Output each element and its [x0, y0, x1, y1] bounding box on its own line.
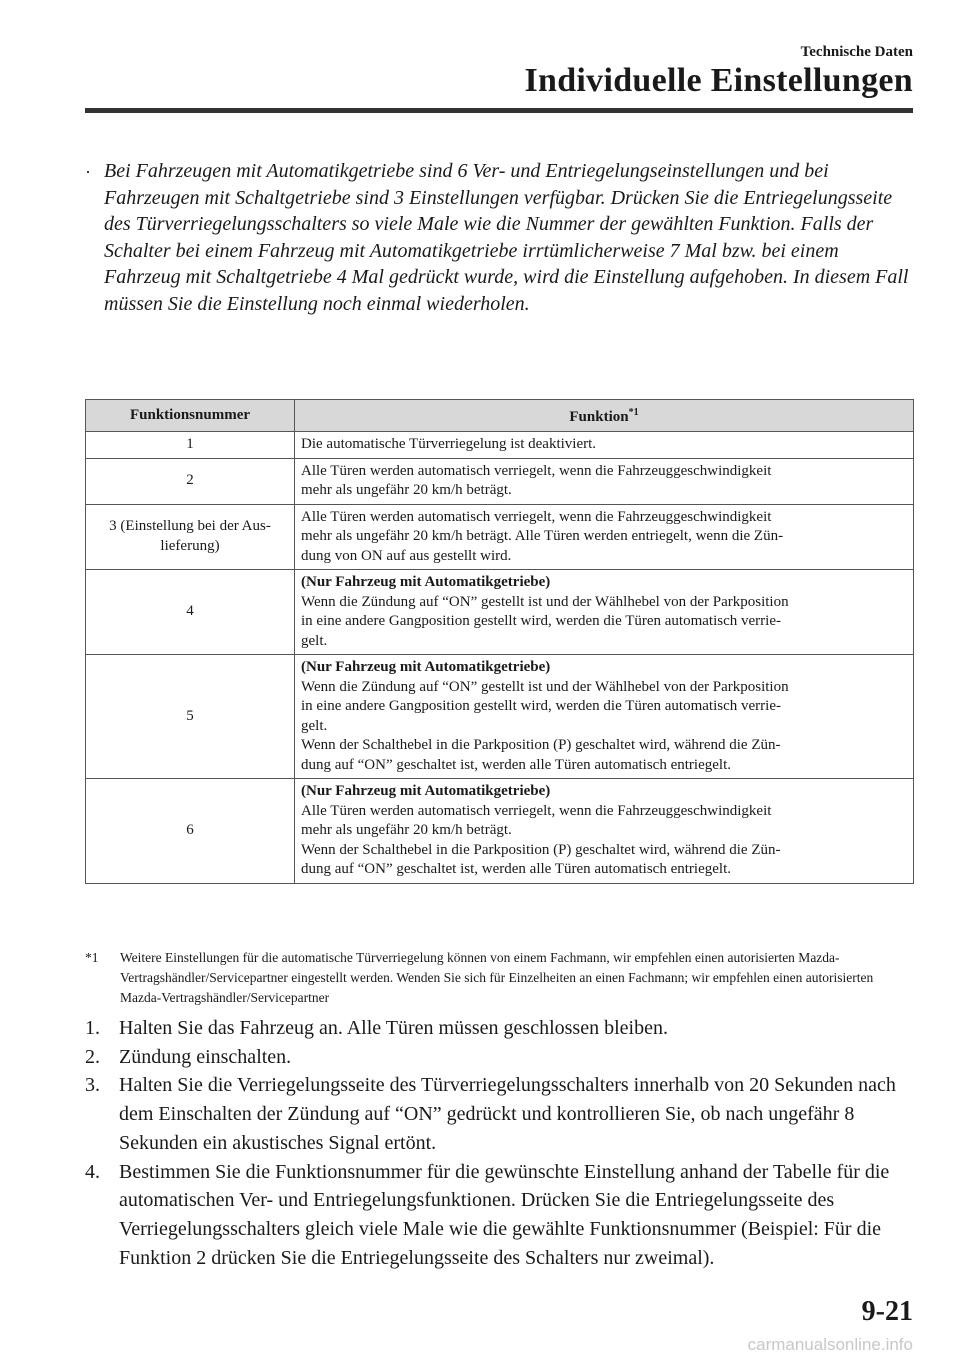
page-number: 9-21	[861, 1296, 913, 1327]
function-number-cell: 2	[86, 458, 295, 504]
step-number: 4.	[85, 1160, 100, 1183]
page-title: Individuelle Einstellungen	[524, 62, 913, 99]
function-number-cell: 5	[86, 655, 295, 779]
bullet-paragraph	[85, 158, 915, 318]
step-text: Zündung einschalten.	[119, 1045, 292, 1068]
list-item	[85, 1014, 920, 1043]
list-item	[85, 1071, 920, 1157]
function-description-cell	[295, 458, 914, 504]
function-number-cell: 4	[86, 570, 295, 655]
table-row	[86, 458, 914, 504]
header-function-number: Funktionsnummer	[86, 400, 295, 432]
watermark: carmanualsonline.info	[747, 1335, 913, 1354]
function-condition: (Nur Fahrzeug mit Automatikgetriebe)	[301, 783, 551, 799]
table-row	[86, 432, 914, 459]
function-description-cell	[295, 432, 914, 459]
header-function-label: Funktion	[569, 409, 629, 426]
step-text: Halten Sie die Verriegelungsseite des Türverriegelungsschalters innerhalb von 20 Sekunden nach dem Einschalten der Zündung auf “ON” gedrückt und kontrollieren Sie, ob nach ungefähr 8 Sekunden ein akustisches Signal ertönt.	[119, 1074, 896, 1154]
steps-list	[85, 1014, 920, 1272]
function-description-line: mehr als ungefähr 20 km/h beträgt. Alle Türen werden entriegelt, wenn die Zün-	[301, 528, 784, 544]
function-description-cell	[295, 779, 914, 884]
function-description-line: Wenn der Schalthebel in die Parkposition (P) geschaltet wird, während die Zün-	[301, 841, 781, 858]
function-description-line: mehr als ungefähr 20 km/h beträgt.	[301, 822, 512, 838]
header-function	[295, 400, 914, 432]
bullet-dot-icon: ·	[85, 162, 91, 182]
footnote	[85, 948, 915, 1008]
header-function-footnote-ref: *1	[628, 407, 639, 419]
step-text: Bestimmen Sie die Funktionsnummer für die gewünschte Einstellung anhand der Tabelle für die automatischen Ver- und Entriegelungsfunktionen. Drücken Sie die Entriegelungsseite des Verriegelungsschalters gleich viele Male wie die gewählte Funktionsnummer (Beispiel: Für die Funktion 2 drücken Sie die Entriegelungsseite des Schalters nur zweimal).	[119, 1160, 890, 1269]
section-label: Technische Daten	[800, 44, 913, 60]
function-description-line: Alle Türen werden automatisch verriegelt, wenn die Fahrzeuggeschwindigkeit	[301, 462, 772, 479]
list-item	[85, 1158, 920, 1273]
function-description-line: gelt.	[301, 632, 328, 649]
bullet-text: Bei Fahrzeugen mit Automatikgetriebe sind 6 Ver- und Entriegelungseinstellungen und bei Fahrzeugen mit Schaltgetriebe sind 3 Einstellungen verfügbar. Drücken Sie die Entriegelungsseite des Türverriegelungsschalters so viele Male wie die Nummer der gewählten Funktion. Falls der Schalter bei einem Fahrzeug mit Automatikgetriebe irrtümlicherweise 7 Mal bzw. bei einem Fahrzeug mit Schaltgetriebe 4 Mal gedrückt wurde, wird die Einstellung aufgehoben. In diesem Fall müssen Sie die Einstellung noch einmal wiederholen.	[104, 160, 909, 315]
function-number-cell: 6	[86, 779, 295, 884]
function-description-line: dung von ON auf aus gestellt wird.	[301, 547, 512, 564]
function-condition: (Nur Fahrzeug mit Automatikgetriebe)	[301, 659, 551, 675]
function-number-cell: 1	[86, 432, 295, 459]
footnote-marker: *1	[85, 950, 99, 965]
function-description-line: gelt.	[301, 717, 328, 734]
function-description-line: dung auf “ON” geschaltet ist, werden alle Türen automatisch entriegelt.	[301, 756, 731, 773]
step-number: 1.	[85, 1017, 100, 1039]
step-number: 3.	[85, 1074, 100, 1097]
function-description-cell	[295, 570, 914, 655]
function-description-cell	[295, 655, 914, 779]
function-description-line: in eine andere Gangposition gestellt wird, werden die Türen automatisch verrie-	[301, 613, 781, 629]
function-description-line: mehr als ungefähr 20 km/h beträgt.	[301, 482, 512, 498]
table-row	[86, 504, 914, 570]
footnote-text: Weitere Einstellungen für die automatische Türverriegelung können von einem Fachmann, wir empfehlen einen autorisierten Mazda-Vertragshändler/Servicepartner eingestellt werden. Wenden Sie sich für Einzelheiten an einen Fachmann; wir empfehlen einen autorisierten Mazda-Vertragshändler/Servicepartner	[120, 950, 874, 1005]
table-row	[86, 655, 914, 779]
function-description-line: Wenn die Zündung auf “ON” gestellt ist und der Wählhebel von der Parkposition	[301, 678, 789, 695]
function-description-line: Wenn der Schalthebel in die Parkposition (P) geschaltet wird, während die Zün-	[301, 737, 781, 753]
step-text: Halten Sie das Fahrzeug an. Alle Türen müssen geschlossen bleiben.	[119, 1017, 668, 1039]
step-number: 2.	[85, 1045, 100, 1068]
function-description-cell	[295, 504, 914, 570]
table-body	[86, 432, 914, 884]
function-condition: (Nur Fahrzeug mit Automatikgetriebe)	[301, 574, 551, 590]
list-item	[85, 1043, 920, 1072]
function-description-line: Alle Türen werden automatisch verriegelt, wenn die Fahrzeuggeschwindigkeit	[301, 802, 772, 819]
function-description-line: dung auf “ON” geschaltet ist, werden alle Türen automatisch entriegelt.	[301, 861, 731, 877]
header-rule	[85, 108, 913, 113]
function-number-cell: 3 (Einstellung bei der Aus-lieferung)	[86, 504, 295, 570]
table-row	[86, 779, 914, 884]
function-description-line: in eine andere Gangposition gestellt wird, werden die Türen automatisch verrie-	[301, 698, 781, 714]
function-description-line: Alle Türen werden automatisch verriegelt, wenn die Fahrzeuggeschwindigkeit	[301, 508, 772, 525]
table-row	[86, 570, 914, 655]
function-table	[85, 399, 914, 884]
function-description-line: Die automatische Türverriegelung ist deaktiviert.	[301, 436, 597, 452]
function-description-line: Wenn die Zündung auf “ON” gestellt ist und der Wählhebel von der Parkposition	[301, 593, 789, 610]
table-header-row	[86, 400, 914, 432]
